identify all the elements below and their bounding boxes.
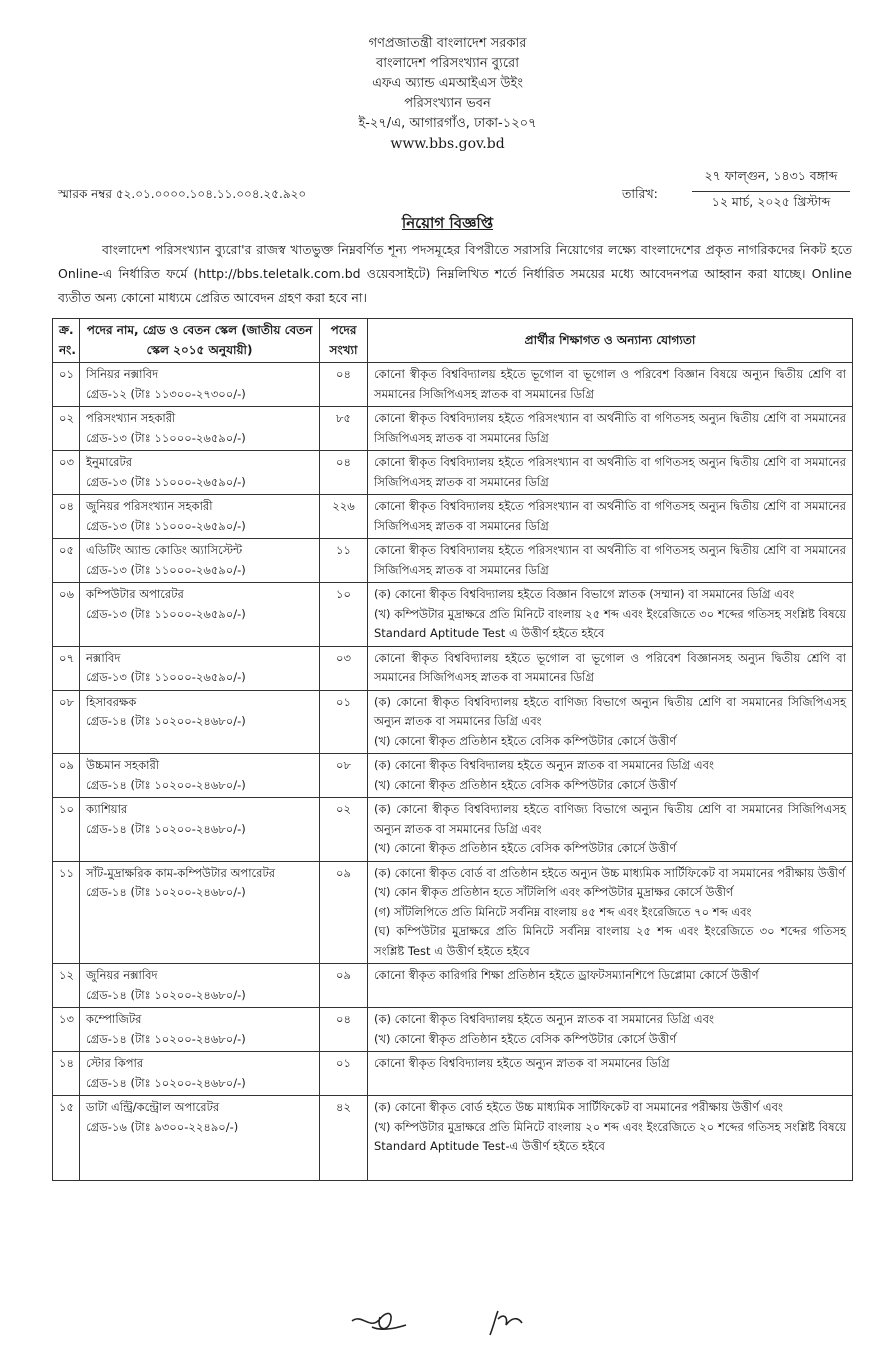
government-name: গণপ্রজাতন্ত্রী বাংলাদেশ সরকার	[368, 36, 527, 51]
row-qualification	[368, 1052, 853, 1096]
post-name: জুনিয়র পরিসংখ্যান সহকারী	[86, 499, 213, 513]
row-serial: ০৪	[53, 495, 80, 539]
qualification-line: (গ) সাঁটলিপিতে প্রতি মিনিটে সর্বনিম্ন বাংলায় ৪৫ শব্দ এবং ইংরেজিতে ৭০ শব্দ এবং	[374, 904, 752, 919]
qualification-line: কোনো স্বীকৃত বিশ্ববিদ্যালয় হইতে ভূগোল বা ভূগোল ও পরিবেশ বিজ্ঞান বিষয়ে অন্যুন দ্বিতীয় শ্রেণি বা সমমানের সিজিপিএসহ স্নাতক বা সমমানের ডিগ্রি	[374, 367, 846, 401]
building-name: পরিসংখ্যান ভবন	[404, 96, 491, 111]
qualification-line: কোনো স্বীকৃত বিশ্ববিদ্যালয় হইতে পরিসংখ্যান বা অর্থনীতি বা গণিতসহ অন্যুন দ্বিতীয় শ্রেণি বা সমমানের সিজিপিএসহ স্নাতক বা সমমানের ডিগ্রি	[374, 543, 846, 577]
post-name: ডাটা এন্ট্রি/কন্ট্রোল অপারেটর	[86, 1100, 220, 1114]
qualification-line: (ক) কোনো স্বীকৃত বিশ্ববিদ্যালয় হইতে বাণিজ্য বিভাগে অন্যুন দ্বিতীয় শ্রেণি বা সমমানের সিজিপিএসহ অন্যুন স্নাতক বা সমমানের ডিগ্রি এবং	[374, 694, 846, 728]
row-count: ১১	[320, 539, 368, 583]
row-qualification	[368, 964, 853, 1008]
intro-paragraph	[58, 238, 852, 310]
qualification-line: কোনো স্বীকৃত বিশ্ববিদ্যালয় হইতে ভূগোল বা ভূগোল ও পরিবেশ বিজ্ঞানসহ অন্যুন দ্বিতীয় শ্রেণি বা সমমানের সিজিপিএসহ স্নাতক বা সমমানের ডিগ্রি	[374, 650, 846, 684]
post-name: এডিটিং অ্যান্ড কোডিং অ্যাসিস্টেন্ট	[86, 543, 243, 557]
table-row	[53, 1096, 853, 1181]
row-post	[80, 1008, 320, 1052]
post-grade: গ্রেড-১৪ (টাঃ ১০২০০-২৪৬৮০/-)	[86, 821, 246, 836]
row-qualification	[368, 495, 853, 539]
post-name: ইনুমারেটর	[86, 455, 133, 469]
post-name: সাঁট-মুদ্রাক্ষরিক কাম-কম্পিউটার অপারেটর	[86, 865, 276, 880]
table-row	[53, 407, 853, 451]
qualification-line: কোনো স্বীকৃত বিশ্ববিদ্যালয় হইতে পরিসংখ্যান বা অর্থনীতি বা গণিতসহ অন্যুন দ্বিতীয় শ্রেণি বা সমমানের সিজিপিএসহ স্নাতক বা সমমানের ডিগ্রি	[374, 411, 846, 445]
row-serial: ০৬	[53, 583, 80, 647]
post-grade: গ্রেড-১৪ (টাঃ ১০২০০-২৪৬৮০/-)	[86, 987, 246, 1002]
row-count: ০১	[320, 690, 368, 754]
qualification-line: (ক) কোনো স্বীকৃত বিশ্ববিদ্যালয় হইতে বাণিজ্য বিভাগে অন্যুন দ্বিতীয় শ্রেণি বা সমমানের সিজিপিএসহ অন্যুন স্নাতক বা সমমানের ডিগ্রি এবং	[374, 802, 846, 836]
row-qualification	[368, 861, 853, 964]
qualification-line: (ঘ) কম্পিউটার মুদ্রাক্ষরে প্রতি মিনিটে সর্বনিম্ন বাংলায় ২৫ শব্দ এবং ইংরেজিতে ৩০ শব্দের গতিসহ সংশ্লিষ্ট Test এ উত্তীর্ণ হইতে হইবে	[374, 924, 846, 958]
row-count: ০৯	[320, 964, 368, 1008]
post-grade: গ্রেড-১৩ (টাঃ ১১০০০-২৬৫৯০/-)	[86, 430, 246, 445]
row-qualification	[368, 583, 853, 647]
table-row	[53, 363, 853, 407]
post-grade: গ্রেড-১৩ (টাঃ ১১০০০-২৬৫৯০/-)	[86, 474, 246, 489]
post-grade: গ্রেড-১৪ (টাঃ ১০২০০-২৪৬৮০/-)	[86, 885, 246, 899]
qualification-line: (ক) কোনো স্বীকৃত বিশ্ববিদ্যালয় হইতে অন্যুন স্নাতক বা সমমানের ডিগ্রি এবং	[374, 1012, 714, 1026]
header-serial: ক্র. নং.	[53, 319, 80, 363]
row-post	[80, 964, 320, 1008]
table-row	[53, 690, 853, 754]
table-row	[53, 1052, 853, 1096]
header-count: পদের সংখ্যা	[320, 319, 368, 363]
qualification-line: (ক) কোনো স্বীকৃত বিশ্ববিদ্যালয় হইতে অন্যুন স্নাতক বা সমমানের ডিগ্রি এবং	[374, 758, 714, 772]
bureau-name: বাংলাদেশ পরিসংখ্যান ব্যুরো	[376, 56, 519, 71]
row-count: ৮৫	[320, 407, 368, 451]
row-post	[80, 690, 320, 754]
wing-name: এফএ অ্যান্ড এমআইএস উইং	[372, 76, 523, 91]
vacancy-table	[52, 318, 853, 1181]
row-serial: ০৭	[53, 646, 80, 690]
row-count: ৪২	[320, 1096, 368, 1181]
page-title: নিয়োগ বিজ্ঞপ্তি	[401, 214, 494, 232]
qualification-line: (খ) কোনো স্বীকৃত প্রতিষ্ঠান হইতে বেসিক কম্পিউটার কোর্সে উত্তীর্ণ	[374, 841, 677, 855]
row-post	[80, 407, 320, 451]
post-name: নক্সাবিদ	[86, 650, 121, 665]
row-serial: ০৩	[53, 451, 80, 495]
signature-mark-2	[486, 1305, 526, 1343]
header-post: পদের নাম, গ্রেড ও বেতন স্কেল (জাতীয় বেতন স্কেল ২০১৫ অনুযায়ী)	[80, 319, 320, 363]
post-name: পরিসংখ্যান সহকারী	[86, 411, 176, 425]
row-qualification	[368, 754, 853, 798]
row-serial: ১৫	[53, 1096, 80, 1181]
row-serial: ১০	[53, 798, 80, 862]
row-count: ০১	[320, 1052, 368, 1096]
post-name: সিনিয়র নক্সাবিদ	[86, 367, 159, 381]
qualification-line: কোনো স্বীকৃত বিশ্ববিদ্যালয় হইতে পরিসংখ্যান বা অর্থনীতি বা গণিতসহ অন্যুন দ্বিতীয় শ্রেণি বা সমমানের সিজিপিএসহ স্নাতক বা সমমানের ডিগ্রি	[374, 455, 846, 489]
table-row	[53, 539, 853, 583]
row-count: ০৪	[320, 451, 368, 495]
row-serial: ০৮	[53, 690, 80, 754]
post-grade: গ্রেড-১৩ (টাঃ ১১০০০-২৬৫৯০/-)	[86, 670, 246, 684]
post-name: উচ্চমান সহকারী	[86, 758, 160, 772]
qualification-line: (খ) কম্পিউটার মুদ্রাক্ষরে প্রতি মিনিটে বাংলায় ২০ শব্দ এবং ইংরেজিতে ২০ শব্দের গতিসহ সংশ্লিষ্ট বিষয়ে Standard Aptitude Test-এ উত্তীর্ণ হইতে হইবে	[374, 1119, 846, 1153]
post-name: কম্পিউটার অপারেটর	[86, 587, 184, 601]
row-serial: ০২	[53, 407, 80, 451]
row-serial: ১৪	[53, 1052, 80, 1096]
row-qualification	[368, 690, 853, 754]
row-serial: ০৯	[53, 754, 80, 798]
website-link[interactable]: www.bbs.gov.bd	[390, 136, 505, 152]
post-grade: গ্রেড-১৪ (টাঃ ১০২০০-২৪৬৮০/-)	[86, 1031, 246, 1046]
row-qualification	[368, 1008, 853, 1052]
row-count: ০৯	[320, 861, 368, 964]
row-post	[80, 1096, 320, 1181]
table-row	[53, 583, 853, 647]
qualification-line: (ক) কোনো স্বীকৃত বিশ্ববিদ্যালয় হইতে বিজ্ঞান বিভাগে স্নাতক (সম্মান) বা সমমানের ডিগ্রি এবং	[374, 587, 795, 601]
table-row	[53, 646, 853, 690]
qualification-line: (খ) কোনো স্বীকৃত প্রতিষ্ঠান হইতে বেসিক কম্পিউটার কোর্সে উত্তীর্ণ	[374, 1031, 677, 1046]
date-label: তারিখ:	[622, 186, 658, 201]
row-qualification	[368, 646, 853, 690]
row-post	[80, 363, 320, 407]
letterhead	[0, 34, 895, 154]
row-serial: ০১	[53, 363, 80, 407]
post-grade: গ্রেড-১৩ (টাঃ ১১০০০-২৬৫৯০/-)	[86, 518, 246, 533]
qualification-line: (ক) কোনো স্বীকৃত বোর্ড বা প্রতিষ্ঠান হইতে অন্যুন উচ্চ মাধ্যমিক সার্টিফিকেট বা সমমানের পরীক্ষায় উত্তীর্ণ	[374, 865, 846, 880]
qualification-line: (খ) কোন স্বীকৃত প্রতিষ্ঠান হতে সাঁটলিপি এবং কম্পিউটার মুদ্রাক্ষর কোর্সে উত্তীর্ণ	[374, 885, 733, 899]
qualification-line: (খ) কম্পিউটার মুদ্রাক্ষরে প্রতি মিনিটে বাংলায় ২৫ শব্দ এবং ইংরেজিতে ৩০ শব্দের গতিসহ সংশ্লিষ্ট বিষয়ে Standard Aptitude Test এ উত্তীর্ণ হইতে হইবে	[374, 606, 846, 640]
memo-number: স্মারক নম্বর ৫২.০১.০০০০.১০৪.১১.০০৪.২৫.৯২০	[58, 187, 307, 201]
row-count: ২২৬	[320, 495, 368, 539]
table-row	[53, 964, 853, 1008]
signature-icon	[350, 1303, 408, 1337]
initial-icon	[486, 1305, 526, 1339]
qualification-line: (খ) কোনো স্বীকৃত প্রতিষ্ঠান হইতে বেসিক কম্পিউটার কোর্সে উত্তীর্ণ	[374, 777, 677, 792]
row-post	[80, 583, 320, 647]
date-english: ১২ মার্চ, ২০২৫ খ্রিস্টাব্দ	[711, 194, 831, 209]
table-row	[53, 861, 853, 964]
post-grade: গ্রেড-১৪ (টাঃ ১০২০০-২৪৬৮০/-)	[86, 714, 246, 728]
row-post	[80, 539, 320, 583]
post-name: কম্পোজিটর	[86, 1012, 142, 1026]
post-grade: গ্রেড-১৩ (টাঃ ১১০০০-২৬৫৯০/-)	[86, 606, 246, 621]
post-name: জুনিয়র নক্সাবিদ	[86, 968, 158, 982]
post-grade: গ্রেড-১৪ (টাঃ ১০২০০-২৪৬৮০/-)	[86, 1075, 246, 1090]
row-count: ০৪	[320, 1008, 368, 1052]
signature-mark-1	[350, 1303, 408, 1341]
row-qualification	[368, 363, 853, 407]
row-post	[80, 754, 320, 798]
qualification-line: (খ) কোনো স্বীকৃত প্রতিষ্ঠান হইতে বেসিক কম্পিউটার কোর্সে উত্তীর্ণ	[374, 733, 677, 748]
row-post	[80, 861, 320, 964]
intro-text: বাংলাদেশ পরিসংখ্যান ব্যুরো'র রাজস্ব খাতভুক্ত নিম্নবর্ণিত শূন্য পদসমূহের বিপরীতে সরাসরি নিয়োগের লক্ষ্যে বাংলাদেশের প্রকৃত নাগরিকদের নিকট হতে Online-এ নির্ধারিত ফর্মে (http://bbs.teletalk.com.bd ওয়েবসাইটে) নিম্নলিখিত শর্তে নির্ধারিত সময়ের মধ্যে আবেদনপত্র আহ্বান করা যাচ্ছে। Online ব্যতীত অন্য কোনো মাধ্যমে প্রেরিত আবেদন গ্রহণ করা হবে না।	[58, 242, 852, 305]
table-row	[53, 754, 853, 798]
row-post	[80, 451, 320, 495]
row-post	[80, 495, 320, 539]
post-name: স্টোর কিপার	[86, 1056, 144, 1070]
table-header-row	[53, 319, 853, 363]
row-count: ১০	[320, 583, 368, 647]
table-row	[53, 798, 853, 862]
table-row	[53, 495, 853, 539]
row-qualification	[368, 407, 853, 451]
row-qualification	[368, 1096, 853, 1181]
qualification-line: কোনো স্বীকৃত কারিগরি শিক্ষা প্রতিষ্ঠান হইতে ড্রাফটসম্যানশিপে ডিপ্লোমা কোর্সে উত্তীর্ণ	[374, 968, 759, 982]
row-count: ০৮	[320, 754, 368, 798]
row-serial: ১২	[53, 964, 80, 1008]
post-grade: গ্রেড-১২ (টাঃ ১১৩০০-২৭৩০০/-)	[86, 386, 246, 401]
table-row	[53, 451, 853, 495]
row-serial: ১১	[53, 861, 80, 964]
row-qualification	[368, 451, 853, 495]
row-count: ০৩	[320, 646, 368, 690]
row-serial: ১৩	[53, 1008, 80, 1052]
qualification-line: কোনো স্বীকৃত বিশ্ববিদ্যালয় হইতে অন্যুন স্নাতক বা সমমানের ডিগ্রি	[374, 1056, 670, 1070]
qualification-line: (ক) কোনো স্বীকৃত বোর্ড হইতে উচ্চ মাধ্যমিক সার্টিফিকেট বা সমমানের পরীক্ষায় উত্তীর্ণ এবং	[374, 1100, 783, 1114]
address: ই-২৭/এ, আগারগাঁও, ঢাকা-১২০৭	[358, 116, 537, 131]
row-post	[80, 798, 320, 862]
row-serial: ০৫	[53, 539, 80, 583]
row-count: ০২	[320, 798, 368, 862]
table-row	[53, 1008, 853, 1052]
post-grade: গ্রেড-১৬ (টাঃ ৯৩০০-২২৪৯০/-)	[86, 1119, 239, 1134]
qualification-line: কোনো স্বীকৃত বিশ্ববিদ্যালয় হইতে পরিসংখ্যান বা অর্থনীতি বা গণিতসহ অন্যুন দ্বিতীয় শ্রেণি বা সমমানের সিজিপিএসহ স্নাতক বা সমমানের ডিগ্রি	[374, 499, 846, 533]
post-grade: গ্রেড-১৩ (টাঃ ১১০০০-২৬৫৯০/-)	[86, 562, 246, 577]
row-post	[80, 646, 320, 690]
row-count: ০৪	[320, 363, 368, 407]
post-grade: গ্রেড-১৪ (টাঃ ১০২০০-২৪৬৮০/-)	[86, 777, 246, 792]
row-qualification	[368, 539, 853, 583]
post-name: ক্যাশিয়ার	[86, 802, 128, 816]
row-qualification	[368, 798, 853, 862]
date-bangla: ২৭ ফাল্গুন, ১৪৩১ বঙ্গাব্দ	[692, 168, 850, 192]
row-post	[80, 1052, 320, 1096]
post-name: হিসাবরক্ষক	[86, 694, 137, 709]
header-qualification: প্রার্থীর শিক্ষাগত ও অন্যান্য যোগ্যতা	[368, 319, 853, 363]
